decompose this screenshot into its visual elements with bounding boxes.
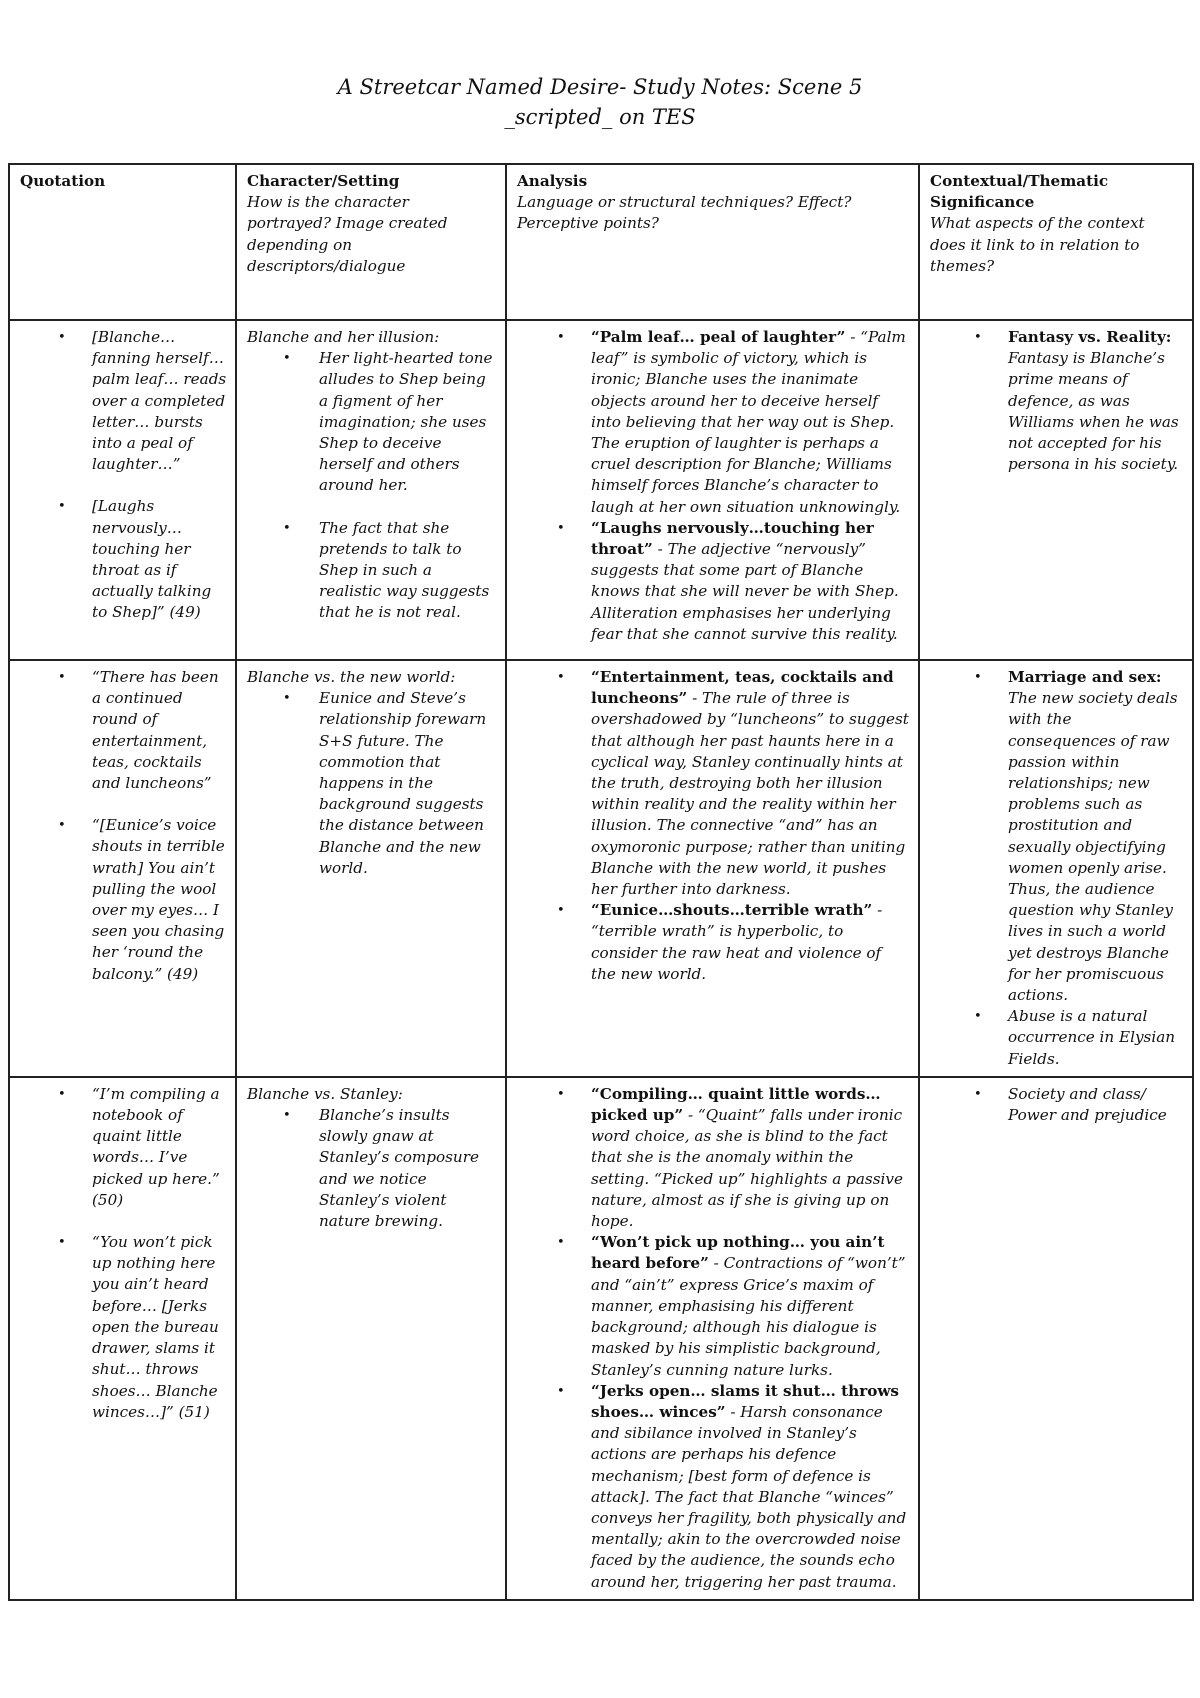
title-line-1: A Streetcar Named Desire- Study Notes: Scene 5 [337,75,863,99]
header-analysis [506,164,919,320]
table-row [9,660,1193,1077]
quote-item: • “[Eunice’s voice shouts in terrible wrath] You ain’t pulling the wool over my eyes… I seen you chasing her ‘round the balcony.” (49) [20,815,227,985]
character-lead: Blanche vs. Stanley: [247,1084,403,1103]
quote-item: • “There has been a continued round of entertainment, teas, cocktails and luncheons” [20,667,227,794]
analysis-point [517,327,910,518]
analysis-text: - The rule of three is overshadowed by “luncheons” to suggest that although her past haunts here in a cyclical way, Stanley continually hints at the truth, destroying both her illusion within reality and the reality within her illusion. The connective “and” has an oxymoronic purpose; rather than uniting Blanche with the new world, it pushes her further into darkness. [591,689,909,899]
analysis-cell [506,660,919,1077]
header-title: Character/Setting [247,172,400,190]
analysis-cell [506,1077,919,1600]
header-title: Contextual/Thematic Significance [930,172,1109,212]
analysis-cell [506,320,919,660]
context-text: Fantasy is Blanche’s prime means of defence, as was Williams when he was not accepted for his persona in his society. [1008,349,1179,474]
analysis-key: “Compiling… quaint little words… picked up” [591,1084,881,1125]
character-cell [236,660,506,1077]
context-cell [919,1077,1193,1600]
context-text: Society and class/ Power and prejudice [1008,1084,1167,1125]
analysis-point [517,518,910,645]
analysis-key: “Entertainment, teas, cocktails and luncheons” [591,668,894,708]
quote-item: • “You won’t pick up nothing here you ain’t heard before… [Jerks open the bureau drawer, slams it shut… throws shoes… Blanche winces…]” (51) [20,1232,227,1423]
context-cell [919,660,1193,1077]
analysis-key: “Palm leaf… peal of laughter” [591,328,846,346]
analysis-text: - The adjective “nervously” suggests that some part of Blanche knows that she will never be with Shep. Alliteration emphasises her underlying fear that she cannot survive this reality. [591,540,899,643]
header-title: Analysis [517,172,588,190]
analysis-text: - Harsh consonance and sibilance involved in Stanley’s actions are perhaps his defence mechanism; [best form of defence is attack]. The fact that Blanche “winces” conveys her fragility, both physically and mentally; akin to the overcrowded noise faced by the audience, the sounds echo around her, triggering her past trauma. [591,1402,907,1591]
quote-item: • [Laughs nervously… touching her throat as if actually talking to Shep]” (49) [20,496,227,623]
header-character-setting [236,164,506,320]
character-cell [236,320,506,660]
analysis-point [517,1232,910,1380]
table-row [9,1077,1193,1600]
analysis-key: “Laughs nervously…touching her throat” [591,518,874,559]
quote-item: • [Blanche… fanning herself… palm leaf… reads over a completed letter… bursts into a peal of laughter…” [20,327,227,475]
analysis-text: - Contractions of “won’t” and “ain’t” express Grice’s maxim of manner, emphasising his different background; although his dialogue is masked by his simplistic background, Stanley’s cunning nature lurks. [591,1254,906,1379]
title-line-2: _scripted_ on TES [504,105,696,129]
character-point: • Her light-hearted tone alludes to Shep being a figment of her imagination; she uses Shep to deceive herself and others around her. [247,348,497,496]
document-title [0,72,1200,132]
analysis-point [517,1381,910,1593]
context-point [930,1084,1184,1126]
header-row [9,164,1193,320]
character-point: • The fact that she pretends to talk to Shep in such a realistic way suggests that he is not real. [247,518,497,624]
quotation-cell [9,1077,236,1600]
context-text: The new society deals with the consequences of raw passion within relationships; new problems such as prostitution and sexually objectifying women openly arise. Thus, the audience question why Stanley lives in such a world yet destroys Blanche for her promiscuous actions. [1008,689,1178,1005]
context-point [930,667,1184,1006]
header-title: Quotation [20,172,106,190]
character-cell [236,1077,506,1600]
character-point: • Eunice and Steve’s relationship forewarn S+S future. The commotion that happens in the background suggests the distance between Blanche and the new world. [247,688,497,879]
analysis-point [517,900,910,985]
analysis-text: - “terrible wrath” is hyperbolic, to consider the raw heat and violence of the new world. [591,901,883,983]
header-subtitle: How is the character portrayed? Image created depending on descriptors/dialogue [247,193,448,275]
quotation-cell [9,320,236,660]
context-point [930,1006,1184,1070]
analysis-key: “Eunice…shouts…terrible wrath” [591,901,873,920]
header-quotation [9,164,236,320]
character-lead: Blanche and her illusion: [247,328,440,346]
header-context-theme [919,164,1193,320]
context-point [930,327,1184,475]
study-notes-table [8,163,1194,1601]
analysis-point [517,1084,910,1232]
header-subtitle: Language or structural techniques? Effect? Perceptive points? [517,193,852,233]
analysis-text: - “Palm leaf” is symbolic of victory, which is ironic; Blanche uses the inanimate objects around her to deceive herself into believing that her way out is Shep. The eruption of laughter is perhaps a cruel description for Blanche; Williams himself forces Blanche’s character to laugh at her own situation unknowingly. [591,328,906,516]
context-key: Fantasy vs. Reality: [1008,328,1172,346]
analysis-key: “Jerks open… slams it shut… throws shoes… winces” [591,1381,899,1421]
analysis-key: “Won’t pick up nothing… you ain’t heard before” [591,1233,885,1273]
analysis-text: - “Quaint” falls under ironic word choice, as she is blind to the fact that she is the anomaly within the setting. “Picked up” highlights a passive nature, almost as if she is giving up on hope. [591,1106,903,1231]
analysis-point [517,667,910,900]
header-subtitle: What aspects of the context does it link to in relation to themes? [930,214,1145,275]
character-point: • Blanche’s insults slowly gnaw at Stanley’s composure and we notice Stanley’s violent nature brewing. [247,1105,497,1232]
quote-item: • “I’m compiling a notebook of quaint little words… I’ve picked up here.” (50) [20,1084,227,1211]
context-key: Marriage and sex: [1008,668,1162,686]
character-lead: Blanche vs. the new world: [247,668,456,686]
context-cell [919,320,1193,660]
table-row [9,320,1193,660]
quotation-cell [9,660,236,1077]
context-text: Abuse is a natural occurrence in Elysian Fields. [1008,1007,1176,1068]
